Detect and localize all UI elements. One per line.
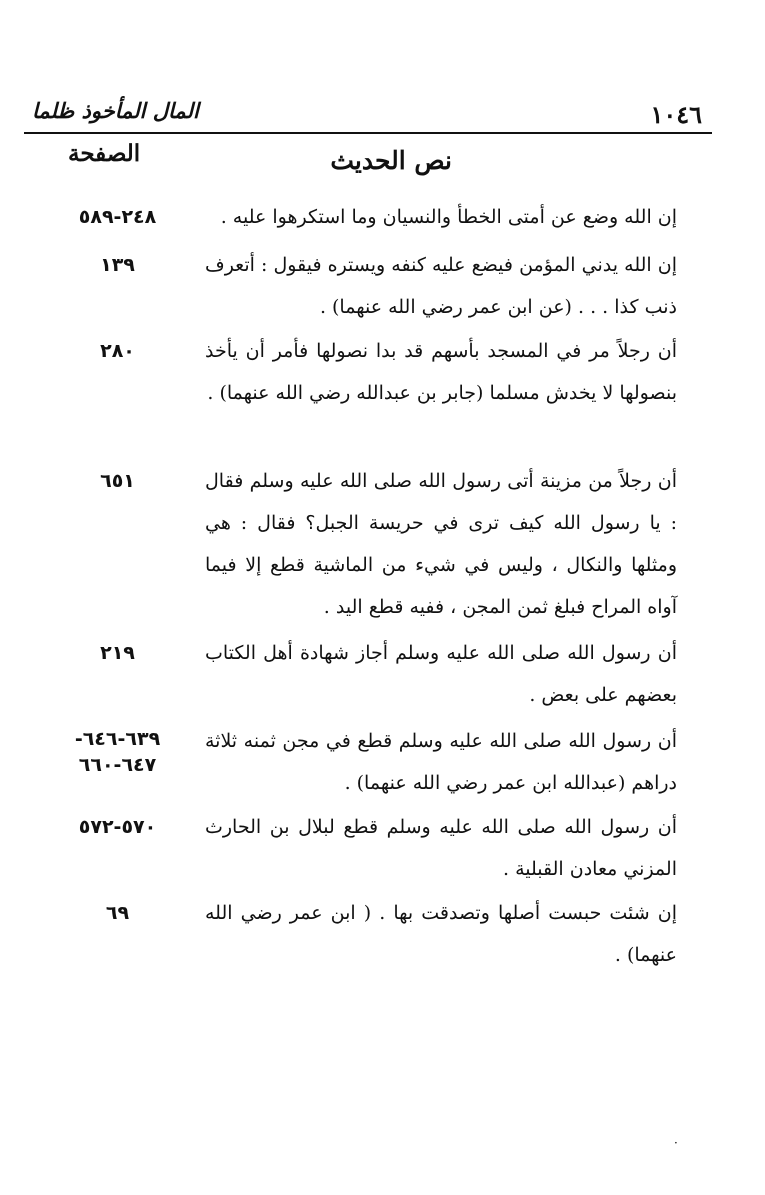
column-headings — [24, 140, 712, 184]
hadith-text: أن رجلاً مر في المسجد بأسهم قد بدا نصولها فأمر أن يأخذ بنصولها لا يخدش مسلما (جابر بن عبدالله رضي الله عنهما) . — [205, 340, 677, 404]
index-entry — [0, 892, 765, 978]
page-number: ١٠٤٦ — [650, 100, 702, 129]
page-reference: ٥٧٠-٥٧٢ — [78, 816, 157, 838]
page-reference: ١٣٩ — [100, 254, 135, 276]
header-rule — [24, 132, 712, 134]
scan-mark: · — [674, 1136, 678, 1150]
hadith-text: إن الله وضع عن أمتى الخطأ والنسيان وما استكرهوا عليه . — [220, 206, 677, 228]
page-column-heading: الصفحة — [68, 140, 141, 167]
hadith-text: أن رسول الله صلى الله عليه وسلم قطع لبلال بن الحارث المزني معادن القبلية . — [205, 816, 677, 880]
page-reference: ٢٤٨-٥٨٩ — [78, 206, 157, 228]
page-reference: ٢١٩ — [100, 642, 135, 664]
hadith-index — [0, 196, 765, 978]
hadith-text: أن رسول الله صلى الله عليه وسلم أجاز شهادة أهل الكتاب بعضهم على بعض . — [205, 642, 677, 706]
index-entry — [0, 720, 765, 806]
index-entry — [0, 632, 765, 720]
hadith-text: إن الله يدني المؤمن فيضع عليه كنفه ويستره فيقول : أتعرف ذنب كذا . . . (عن ابن عمر رضي الله عنهما) . — [205, 254, 677, 318]
index-entry — [0, 460, 765, 632]
page-reference: ٦٥١ — [100, 470, 135, 492]
index-entry — [0, 806, 765, 892]
index-entry — [0, 330, 765, 460]
hadith-text-heading: نص الحديث — [330, 146, 452, 175]
page-reference: ٦٩ — [105, 902, 130, 924]
index-entry — [0, 196, 765, 244]
hadith-text: أن رجلاً من مزينة أتى رسول الله صلى الله عليه وسلم فقال : يا رسول الله كيف ترى في حريسة الجبل؟ فقال : هي ومثلها والنكال ، وليس في شيء من الماشية قطع إلا فيما آواه المراح فبلغ ثمن المجن ، ففيه قطع اليد . — [205, 470, 677, 618]
hadith-text: إن شئت حبست أصلها وتصدقت بها . ( ابن عمر رضي الله عنهما) . — [205, 902, 677, 966]
page-reference: ٦٣٩-٦٤٦- ٦٤٧-٦٦٠ — [74, 728, 161, 776]
running-title: المال المأخوذ ظلما — [32, 98, 199, 123]
running-head — [24, 98, 712, 132]
page-reference: ٢٨٠ — [100, 340, 135, 362]
hadith-text: أن رسول الله صلى الله عليه وسلم قطع في مجن ثمنه ثلاثة دراهم (عبدالله ابن عمر رضي الله عنهما) . — [205, 730, 677, 794]
index-entry — [0, 244, 765, 330]
